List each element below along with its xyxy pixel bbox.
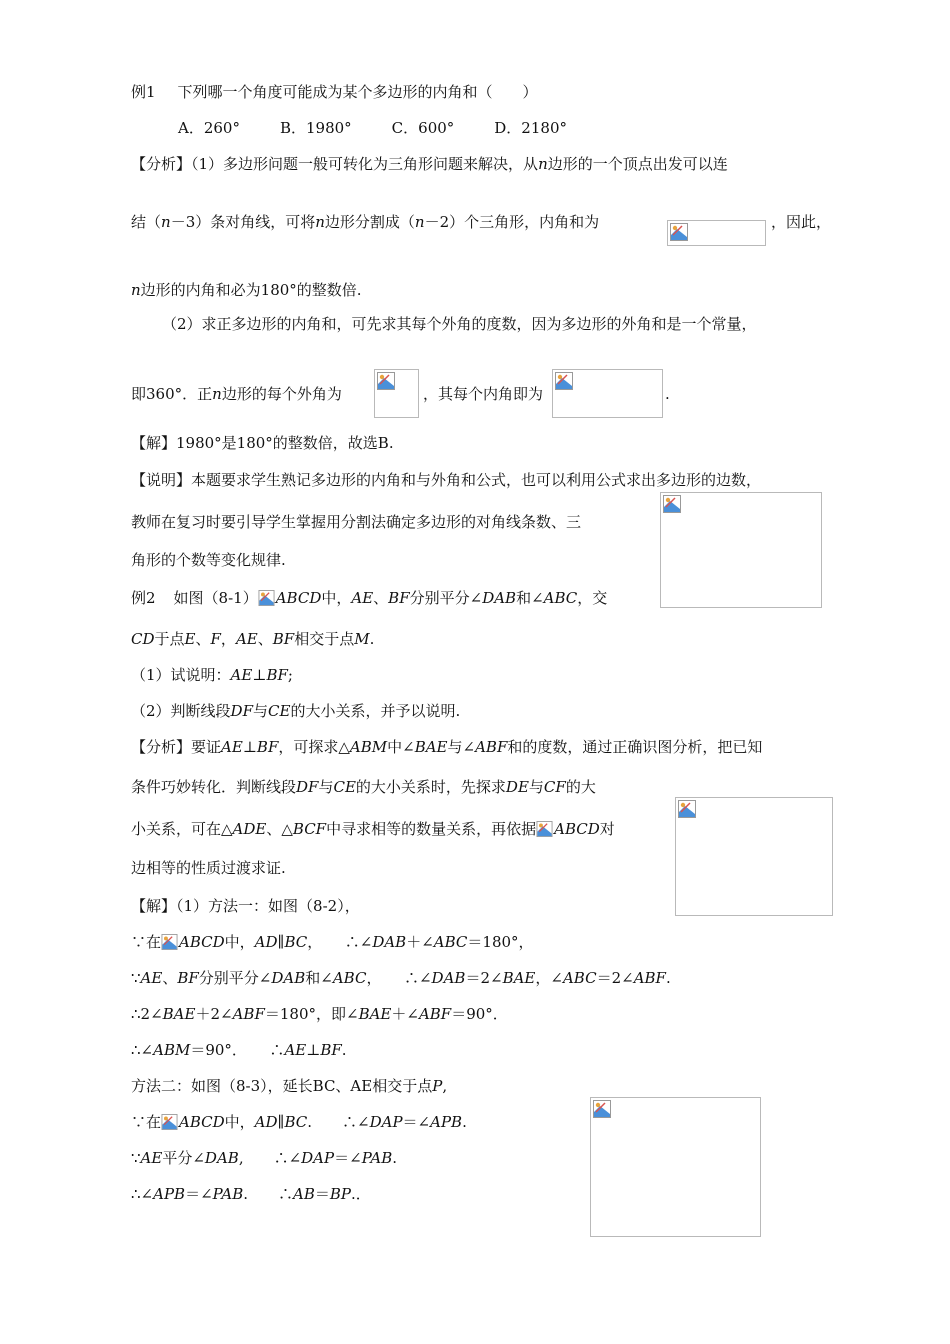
ex1-analysis-line5-b: ，其每个内角即为: [423, 385, 544, 403]
ex1-options: [178, 118, 567, 138]
ex1-analysis-line2-tail: ，因此，: [771, 213, 832, 231]
analysis-tag: 【分析】: [131, 155, 192, 173]
ex1-analysis-line1: 【分析】（1）多边形问题一般可转化为三角形问题来解决，从n边形的一个顶点出发可以连: [131, 155, 728, 173]
ex2-analysis-line4: 边相等的性质过渡求证.: [131, 859, 286, 877]
ex2-method2-line4: ∴∠APB＝∠PAB. ∴AB＝BP.．: [131, 1185, 371, 1203]
ex2-method2-line1: 方法二：如图（8-3），延长BC、AE相交于点P,: [131, 1077, 448, 1095]
formula-image-interior-angle: [552, 369, 663, 418]
parallelogram-symbol-icon: [161, 1114, 178, 1130]
ex2-question-part2: （2）判断线段DF与CE的大小关系，并予以说明.: [131, 702, 461, 720]
option-c: C．600°: [391, 119, 455, 137]
ex1-analysis-line4: （2）求正多边形的内角和，可先求其每个外角的度数，因为多边形的外角和是一个常量，: [162, 315, 757, 333]
broken-image-icon: [593, 1100, 611, 1118]
formula-image-exterior-angle: [374, 369, 419, 418]
ex2-solution-line1: 【解】（1）方法一：如图（8-2），: [131, 897, 360, 915]
ex2-analysis-line1: 【分析】要证AE⊥BF，可探求△ABM中∠BAE与∠ABF和的度数，通过正确识图分析，把已知: [131, 738, 763, 756]
ex1-note-line3: 角形的个数等变化规律.: [131, 551, 286, 569]
ex1-analysis-line5-c: .: [665, 385, 670, 403]
broken-image-icon: [663, 495, 681, 513]
ex1-question: 下列哪一个角度可能成为某个多边形的内角和（ ）: [177, 83, 538, 101]
ex2-solution-line5: ∴∠ABM＝90°． ∴AE⊥BF.: [131, 1041, 347, 1059]
ex2-analysis-line3: 小关系，可在△ADE、△BCF中寻求相等的数量关系，再依据 ABCD对: [131, 820, 615, 838]
ex1-question-line: [131, 82, 538, 102]
broken-image-icon: [678, 800, 696, 818]
ex1-note-line1: 【说明】本题要求学生熟记多边形的内角和与外角和公式，也可以利用公式求出多边形的边数，: [131, 471, 762, 489]
option-b: B．1980°: [279, 119, 352, 137]
ex2-method2-line3: ∵AE平分∠DAB, ∴∠DAP＝∠PAB.: [131, 1149, 398, 1167]
figure-8-3-image: [590, 1097, 761, 1237]
option-a: A．260°: [178, 119, 240, 137]
ex1-label: 例1: [131, 83, 156, 101]
ex2-question-part1: （1）试说明：AE⊥BF;: [131, 666, 293, 684]
ex2-solution-line2: ∵在 ABCD中，AD∥BC， ∴∠DAB＋∠ABC＝180°，: [131, 933, 534, 951]
ex2-solution-line3: ∵AE、BF分别平分∠DAB和∠ABC， ∴∠DAB＝2∠BAE，∠ABC＝2∠ABF.: [131, 969, 671, 987]
parallelogram-symbol-icon: [161, 934, 178, 950]
ex1-analysis-line3: n边形的内角和必为180°的整数倍.: [131, 281, 362, 299]
figure-8-2-image: [675, 797, 833, 916]
parallelogram-symbol-icon: [258, 590, 275, 606]
ex2-question-line1: 例2 如图（8-1） ABCD中，AE、BF分别平分∠DAB和∠ABC，交: [131, 589, 608, 607]
ex2-question-line2: CD于点E、F，AE、BF相交于点M.: [131, 630, 375, 648]
ex2-solution-line4: ∴2∠BAE＋2∠ABF＝180°，即∠BAE＋∠ABF＝90°．: [131, 1005, 508, 1023]
formula-image-interior-sum: [667, 220, 766, 246]
ex1-analysis-line5-a: 即360°．正n边形的每个外角为: [131, 385, 342, 403]
broken-image-icon: [377, 372, 395, 390]
ex2-label: 例2: [131, 589, 156, 607]
figure-8-1-image: [660, 492, 822, 608]
broken-image-icon: [670, 223, 688, 241]
option-d: D．2180°: [494, 119, 567, 137]
broken-image-icon: [555, 372, 573, 390]
ex1-analysis-line2: 结（n－3）条对角线，可将n边形分割成（n－2）个三角形，内角和为: [131, 213, 600, 231]
ex1-note-line2: 教师在复习时要引导学生掌握用分割法确定多边形的对角线条数、三: [131, 513, 582, 531]
ex2-method2-line2: ∵在 ABCD中，AD∥BC. ∴∠DAP＝∠APB.: [131, 1113, 467, 1131]
parallelogram-symbol-icon: [536, 821, 553, 837]
ex1-solution: 【解】1980°是180°的整数倍，故选B.: [131, 434, 394, 452]
ex2-analysis-line2: 条件巧妙转化．判断线段DF与CE的大小关系时，先探求DE与CF的大: [131, 778, 596, 796]
